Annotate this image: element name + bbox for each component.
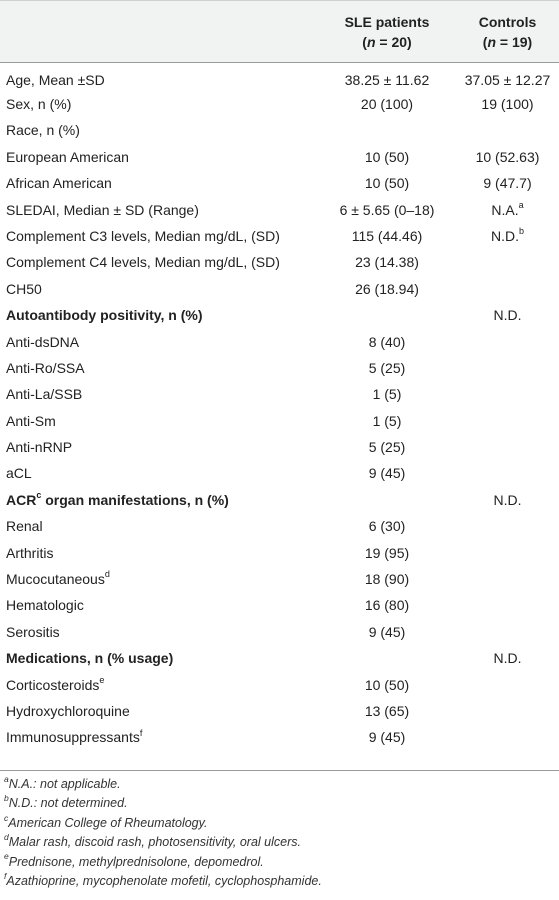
row-label: African American: [6, 175, 112, 192]
row-label: Renal: [6, 518, 43, 535]
control-value: 37.05 ± 12.27: [464, 72, 551, 88]
row-label: Serositis: [6, 623, 60, 640]
row-label: SLEDAI, Median ± SD (Range): [6, 201, 199, 218]
sle-value: 19 (95): [364, 544, 410, 561]
sle-value: 26 (18.94): [355, 280, 419, 297]
control-value: 9 (47.7): [483, 175, 532, 192]
table-row: [0, 249, 559, 275]
row-label: Corticosteroids$^e$: [6, 674, 105, 693]
table-row: [0, 276, 559, 302]
footnote-divider: [0, 770, 559, 771]
row-label: Complement C4 levels, Median mg/dL, (SD): [6, 254, 280, 271]
footnote-marker: d: [104, 569, 110, 580]
sle-value: 8 (40): [368, 333, 406, 350]
table-row: [0, 197, 559, 223]
sle-value: 1 (5): [372, 412, 402, 429]
footnote-marker: a: [518, 199, 524, 210]
row-label: Age, Mean ±SD: [6, 72, 105, 88]
table-row: [0, 223, 559, 249]
footnote-marker: e: [99, 674, 105, 685]
table-row: [0, 460, 559, 486]
table-row: [0, 170, 559, 196]
footnote-marker: a: [4, 773, 9, 784]
row-label: Complement C3 levels, Median mg/dL, (SD): [6, 227, 280, 244]
table-row: [0, 540, 559, 566]
header-controls: [456, 12, 559, 52]
row-label: Hematologic: [6, 597, 84, 614]
footnote: $^c$American College of Rheumatology.: [4, 812, 208, 830]
control-value: N.D.$^b$: [490, 226, 524, 244]
sle-value: 10 (50): [364, 148, 410, 165]
footnote-marker: d: [4, 832, 9, 843]
control-value: N.D.: [493, 491, 522, 508]
table-row: [0, 672, 559, 698]
sle-value: 38.25 ± 11.62: [344, 72, 430, 88]
row-label: Anti-nRNP: [6, 439, 73, 456]
row-label: Anti-La/SSB: [6, 386, 83, 403]
row-label: aCL: [6, 465, 32, 482]
sle-value: 6 (30): [368, 518, 406, 535]
footnotes: [4, 775, 554, 891]
table-row: [0, 566, 559, 592]
footnote: $^f$Azathioprine, mycophenolate mofetil, cyclophosphamide.: [4, 870, 322, 889]
sle-value: 13 (65): [364, 702, 410, 719]
control-value: N.D.: [493, 307, 522, 324]
sle-value: 10 (50): [364, 676, 410, 693]
sle-value: 16 (80): [364, 597, 410, 614]
table-body: [0, 63, 559, 751]
sle-value: 9 (45): [368, 729, 406, 746]
sle-value: 5 (25): [368, 359, 406, 376]
section-header-row: [0, 302, 559, 328]
sle-value: 9 (45): [368, 623, 406, 640]
footnote: $^d$Malar rash, discoid rash, photosensitivity, oral ulcers.: [4, 832, 301, 850]
row-label: Sex, n (%): [6, 96, 72, 112]
sle-value: 9 (45): [368, 465, 406, 482]
header-controls-title: Controls: [478, 14, 537, 30]
table-row: [0, 724, 559, 750]
row-label: Anti-dsDNA: [6, 333, 80, 350]
row-label: Race, n (%): [6, 122, 80, 139]
table-row: [0, 63, 559, 91]
header-sle-title: SLE patients: [344, 14, 430, 30]
row-label: Anti-Ro/SSA: [6, 359, 85, 376]
row-label: Arthritis: [6, 544, 54, 561]
sle-value: 18 (90): [364, 571, 410, 588]
table-row: [0, 329, 559, 355]
sle-value: 23 (14.38): [355, 254, 419, 271]
row-label: European American: [6, 148, 129, 165]
row-label: Immunosuppressants$^f$: [6, 727, 143, 746]
header-sle-patients: [318, 12, 456, 52]
footnote-marker: b: [4, 793, 9, 804]
footnote-marker: b: [518, 226, 524, 237]
row-label: Medications, n (% usage): [6, 650, 174, 667]
sle-value: 1 (5): [372, 386, 402, 403]
sle-value: 6 ± 5.65 (0–18): [339, 201, 435, 218]
row-label: Mucocutaneous$^d$: [6, 569, 110, 588]
table-row: [0, 592, 559, 618]
table-row: [0, 355, 559, 381]
sle-value: 115 (44.46): [351, 227, 423, 244]
section-header-row: [0, 645, 559, 671]
footnote-marker: f: [139, 727, 143, 738]
table-row: [0, 513, 559, 539]
control-value: N.A.$^a$: [491, 199, 524, 218]
sle-value: 20 (100): [360, 96, 414, 112]
footnote: $^a$N.A.: not applicable.: [4, 773, 121, 791]
table-header: [0, 0, 559, 63]
control-value: 10 (52.63): [475, 148, 540, 165]
table-row: [0, 91, 559, 117]
sle-value: 5 (25): [368, 439, 406, 456]
row-label: Hydroxychloroquine: [6, 702, 130, 719]
header-sle-count: (n = 20): [362, 34, 412, 50]
header-controls-count: (n = 19): [482, 34, 533, 50]
control-value: 19 (100): [481, 96, 534, 112]
table-row: [0, 408, 559, 434]
footnote: $^e$Prednisone, methylprednisolone, depomedrol.: [4, 851, 264, 869]
table-row: [0, 144, 559, 170]
table-row: [0, 619, 559, 645]
row-label: CH50: [6, 280, 42, 297]
footnote: $^b$N.D.: not determined.: [4, 793, 128, 811]
table-row: [0, 698, 559, 724]
footnote-marker: c: [36, 490, 42, 501]
row-label: Autoantibody positivity, n (%): [6, 307, 203, 324]
section-header-row: [0, 487, 559, 513]
row-label: Anti-Sm: [6, 412, 56, 429]
table-row: [0, 381, 559, 407]
table-row: [0, 434, 559, 460]
sle-value: 10 (50): [364, 175, 410, 192]
table-row: [0, 117, 559, 143]
row-label: ACR$^c$ organ manifestations, n (%): [6, 490, 229, 508]
control-value: N.D.: [493, 650, 522, 667]
footnote-marker: f: [4, 870, 7, 881]
footnote-marker: c: [4, 812, 9, 823]
footnote-marker: e: [4, 851, 9, 862]
